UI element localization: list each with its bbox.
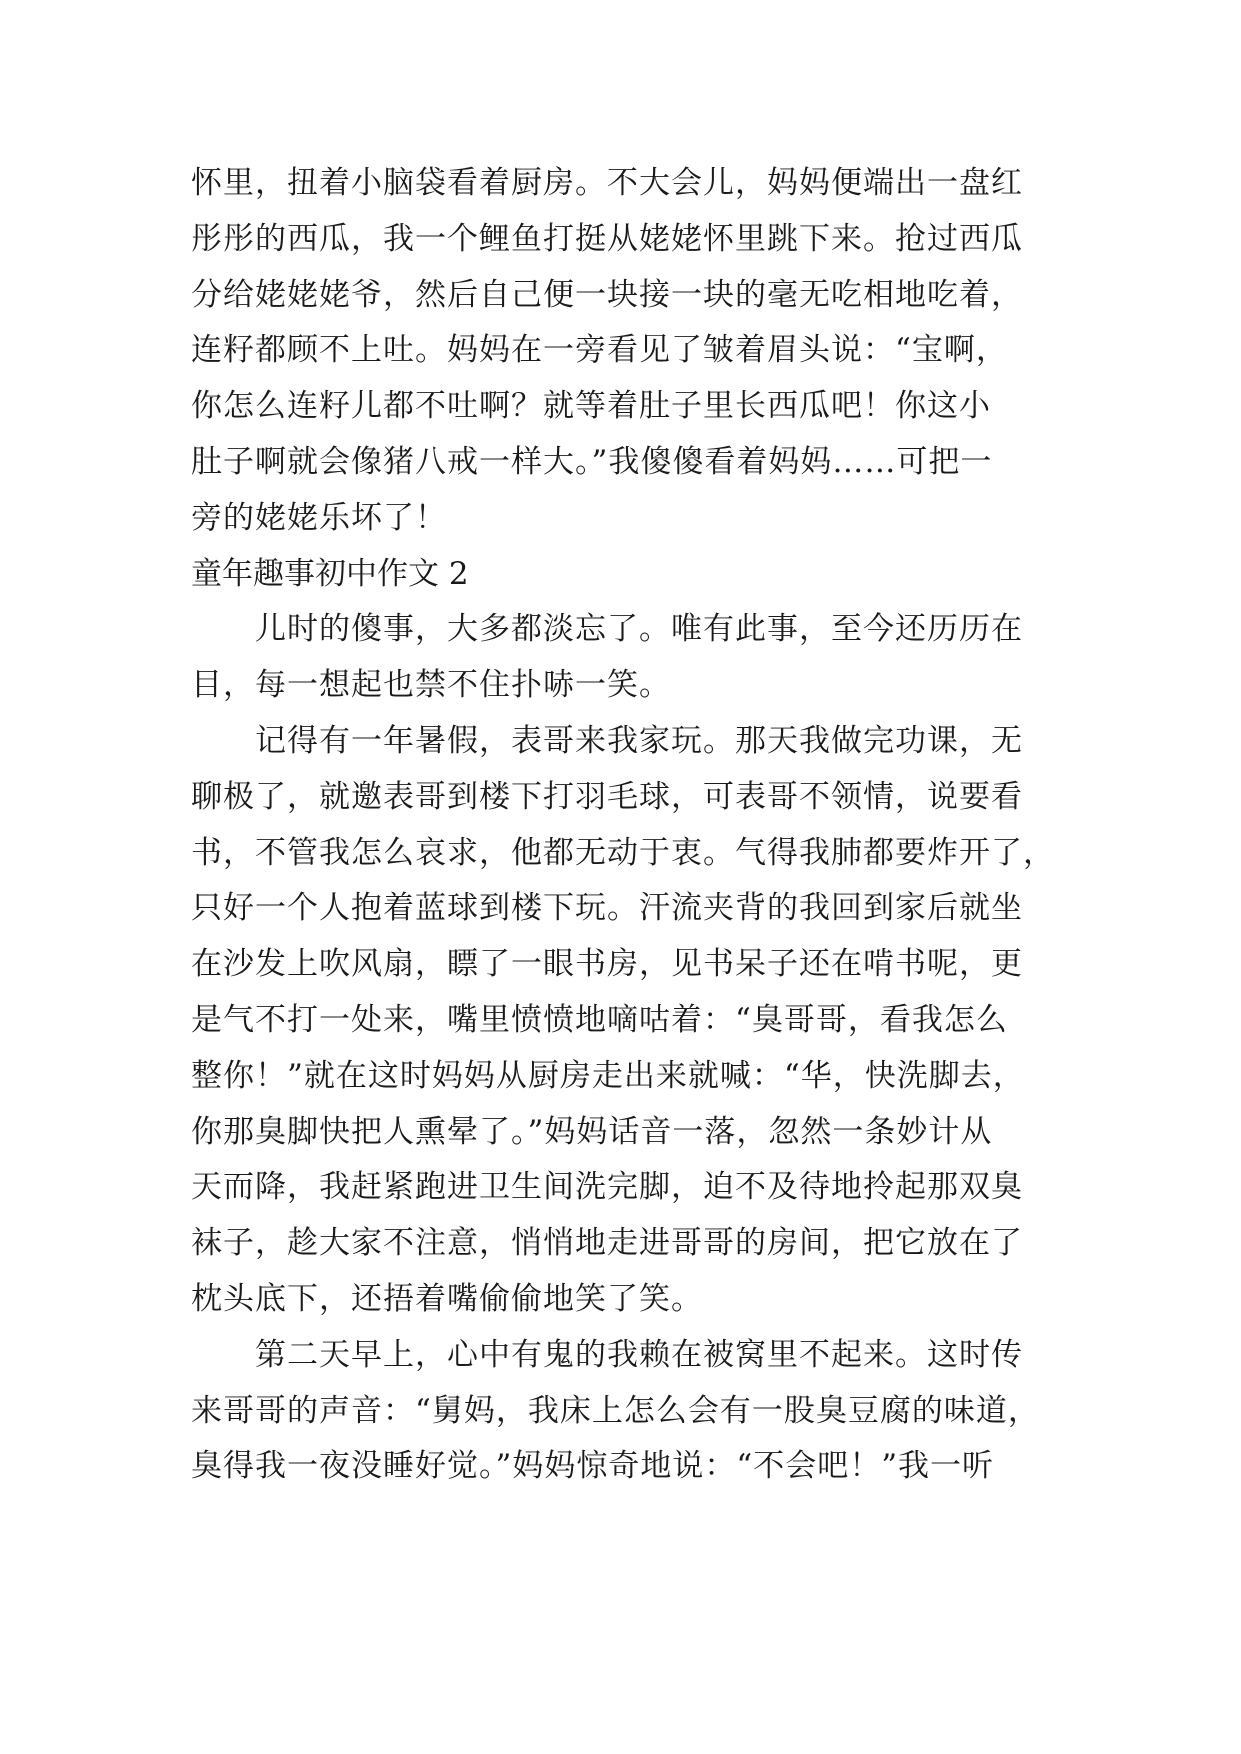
text-line: 旁的姥姥乐坏了！ (191, 499, 447, 536)
document-body (191, 156, 1061, 1495)
text-line: 聊极了，就邀表哥到楼下打羽毛球，可表哥不领情，说要看 (191, 778, 1023, 815)
text-line: 目，每一想起也禁不住扑哧一笑。 (191, 667, 671, 704)
paragraph-first-line: 记得有一年暑假，表哥来我家玩。那天我做完功课，无 (255, 722, 1023, 759)
text-line: 你怎么连籽儿都不吐啊？就等着肚子里长西瓜吧！你这小 (191, 388, 991, 425)
text-line: 彤彤的西瓜，我一个鲤鱼打挺从姥姥怀里跳下来。抢过西瓜 (191, 220, 1023, 257)
text-line: 在沙发上吹风扇，瞟了一眼书房，见书呆子还在啃书呢，更 (191, 946, 1023, 983)
paragraph-first-line: 儿时的傻事，大多都淡忘了。唯有此事，至今还历历在 (255, 611, 1023, 648)
text-line: 是气不打一处来，嘴里愤愤地嘀咕着：“臭哥哥，看我怎么 (191, 1001, 1008, 1038)
text-line: 怀里，扭着小脑袋看着厨房。不大会儿，妈妈便端出一盘红 (191, 165, 1023, 201)
text-line: 连籽都顾不上吐。妈妈在一旁看见了皱着眉头说：“宝啊， (191, 332, 1008, 369)
text-line: 分给姥姥姥爷，然后自己便一块接一块的毫无吃相地吃着， (191, 276, 1023, 313)
paragraph-first-line: 第二天早上，心中有鬼的我赖在被窝里不起来。这时传 (255, 1336, 1023, 1373)
text-line: 袜子，趁大家不注意，悄悄地走进哥哥的房间，把它放在了 (191, 1225, 1023, 1262)
text-line: 肚子啊就会像猪八戒一样大。”我傻傻看着妈妈……可把一 (191, 443, 993, 480)
text-line: 只好一个人抱着蓝球到楼下玩。汗流夹背的我回到家后就坐 (191, 890, 1023, 927)
text-line: 天而降，我赶紧跑进卫生间洗完脚，迫不及待地拎起那双臭 (191, 1169, 1023, 1206)
text-line: 整你！”就在这时妈妈从厨房走出来就喊：“华，快洗脚去， (191, 1057, 1025, 1094)
text-line: 来哥哥的声音：“舅妈，我床上怎么会有一股臭豆腐的味道， (191, 1392, 1040, 1429)
text-line: 书，不管我怎么哀求，他都无动于衷。气得我肺都要炸开了， (191, 834, 1055, 871)
text-line: 枕头底下，还捂着嘴偷偷地笑了笑。 (191, 1280, 703, 1317)
section-title: 童年趣事初中作文 2 (191, 555, 469, 592)
text-line: 你那臭脚快把人熏晕了。”妈妈话音一落，忽然一条妙计从 (191, 1113, 993, 1150)
text-line: 臭得我一夜没睡好觉。”妈妈惊奇地说：“不会吧！”我一听 (191, 1448, 995, 1485)
